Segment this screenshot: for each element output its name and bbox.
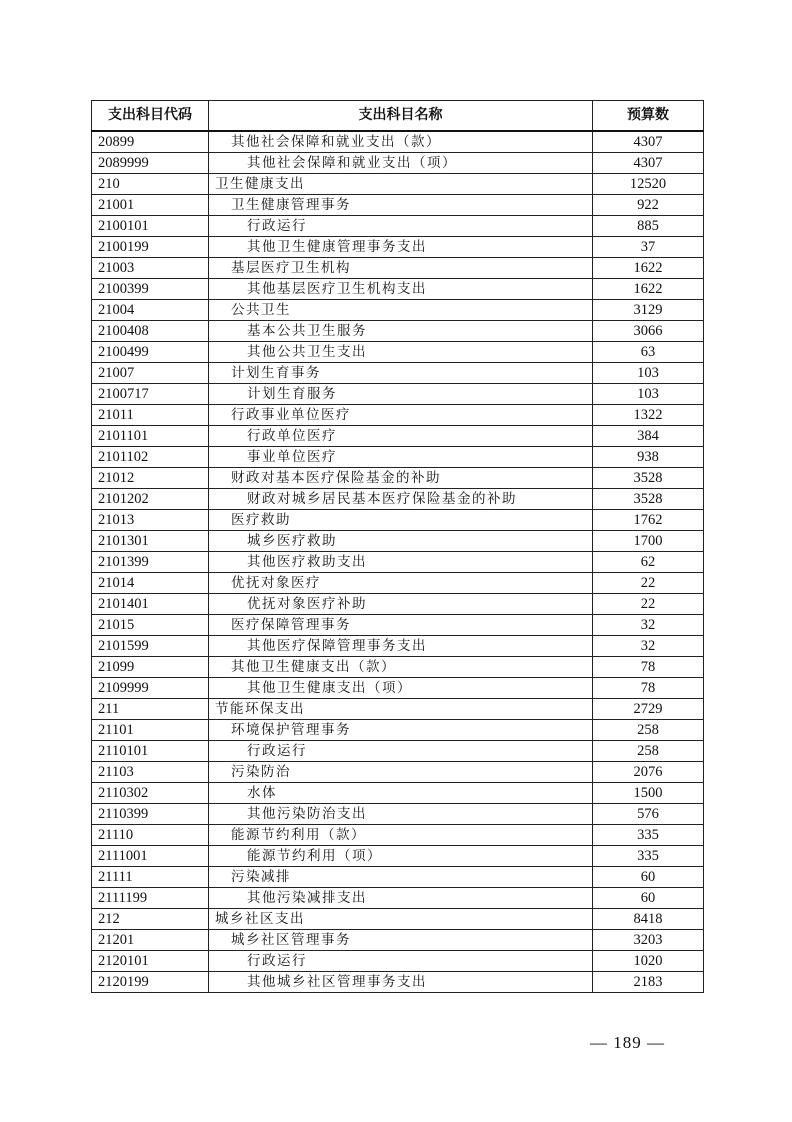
- cell-amount: 1500: [593, 782, 704, 803]
- cell-amount: 60: [593, 887, 704, 908]
- cell-code: 2100399: [92, 278, 209, 299]
- table-row: [92, 383, 704, 404]
- cell-amount: 335: [593, 845, 704, 866]
- cell-code: 2101202: [92, 488, 209, 509]
- table-row: [92, 782, 704, 803]
- cell-amount: 37: [593, 236, 704, 257]
- cell-amount: 62: [593, 551, 704, 572]
- cell-name: 卫生健康管理事务: [209, 194, 593, 215]
- table-row: [92, 929, 704, 950]
- cell-amount: 3528: [593, 467, 704, 488]
- cell-code: 2089999: [92, 152, 209, 173]
- table-row: [92, 488, 704, 509]
- table-row: [92, 740, 704, 761]
- cell-amount: 103: [593, 383, 704, 404]
- cell-code: 2100408: [92, 320, 209, 341]
- cell-code: 21014: [92, 572, 209, 593]
- header-amount: 预算数: [593, 101, 704, 131]
- table-row: [92, 425, 704, 446]
- cell-amount: 3528: [593, 488, 704, 509]
- table-row: [92, 509, 704, 530]
- cell-amount: 335: [593, 824, 704, 845]
- cell-amount: 2729: [593, 698, 704, 719]
- cell-amount: 1700: [593, 530, 704, 551]
- table-row: [92, 761, 704, 782]
- cell-amount: 32: [593, 635, 704, 656]
- table-row: [92, 656, 704, 677]
- cell-name: 其他卫生健康支出（项）: [209, 677, 593, 698]
- cell-code: 2100101: [92, 215, 209, 236]
- cell-code: 21003: [92, 257, 209, 278]
- cell-name: 城乡社区支出: [209, 908, 593, 929]
- cell-code: 21013: [92, 509, 209, 530]
- cell-name: 行政运行: [209, 740, 593, 761]
- cell-name: 医疗保障管理事务: [209, 614, 593, 635]
- cell-amount: 885: [593, 215, 704, 236]
- cell-amount: 576: [593, 803, 704, 824]
- cell-amount: 2076: [593, 761, 704, 782]
- cell-amount: 32: [593, 614, 704, 635]
- header-code: 支出科目代码: [92, 101, 209, 131]
- cell-code: 2111001: [92, 845, 209, 866]
- cell-name: 行政事业单位医疗: [209, 404, 593, 425]
- page-number: — 189 —: [590, 1033, 665, 1052]
- cell-amount: 4307: [593, 131, 704, 153]
- cell-code: 2100199: [92, 236, 209, 257]
- cell-amount: 1322: [593, 404, 704, 425]
- table-row: [92, 698, 704, 719]
- cell-name: 其他污染减排支出: [209, 887, 593, 908]
- cell-name: 行政运行: [209, 950, 593, 971]
- cell-name: 基层医疗卫生机构: [209, 257, 593, 278]
- cell-code: 2100499: [92, 341, 209, 362]
- cell-code: 212: [92, 908, 209, 929]
- cell-amount: 258: [593, 740, 704, 761]
- table-row: [92, 803, 704, 824]
- table-row: [92, 320, 704, 341]
- cell-name: 环境保护管理事务: [209, 719, 593, 740]
- cell-code: 20899: [92, 131, 209, 153]
- cell-amount: 2183: [593, 971, 704, 992]
- table-body: [92, 131, 704, 993]
- cell-name: 能源节约利用（项）: [209, 845, 593, 866]
- cell-amount: 1622: [593, 278, 704, 299]
- cell-code: 21103: [92, 761, 209, 782]
- cell-name: 其他污染防治支出: [209, 803, 593, 824]
- cell-name: 污染防治: [209, 761, 593, 782]
- cell-code: 2120101: [92, 950, 209, 971]
- cell-name: 能源节约利用（款）: [209, 824, 593, 845]
- table-row: [92, 446, 704, 467]
- cell-amount: 384: [593, 425, 704, 446]
- cell-code: 21201: [92, 929, 209, 950]
- table-row: [92, 677, 704, 698]
- cell-code: 21011: [92, 404, 209, 425]
- cell-code: 2120199: [92, 971, 209, 992]
- cell-code: 2101401: [92, 593, 209, 614]
- cell-code: 2101301: [92, 530, 209, 551]
- cell-code: 2101101: [92, 425, 209, 446]
- table-row: [92, 635, 704, 656]
- cell-code: 2100717: [92, 383, 209, 404]
- table-row: [92, 845, 704, 866]
- cell-code: 211: [92, 698, 209, 719]
- cell-name: 计划生育事务: [209, 362, 593, 383]
- cell-amount: 12520: [593, 173, 704, 194]
- table-row: [92, 908, 704, 929]
- cell-amount: 63: [593, 341, 704, 362]
- cell-name: 其他卫生健康管理事务支出: [209, 236, 593, 257]
- cell-amount: 1622: [593, 257, 704, 278]
- cell-code: 21001: [92, 194, 209, 215]
- cell-code: 21101: [92, 719, 209, 740]
- cell-name: 城乡社区管理事务: [209, 929, 593, 950]
- cell-amount: 22: [593, 572, 704, 593]
- cell-amount: 3066: [593, 320, 704, 341]
- cell-name: 其他城乡社区管理事务支出: [209, 971, 593, 992]
- table-row: [92, 551, 704, 572]
- cell-amount: 258: [593, 719, 704, 740]
- cell-amount: 3203: [593, 929, 704, 950]
- cell-amount: 1762: [593, 509, 704, 530]
- cell-name: 优抚对象医疗补助: [209, 593, 593, 614]
- cell-name: 行政运行: [209, 215, 593, 236]
- table-row: [92, 593, 704, 614]
- cell-name: 医疗救助: [209, 509, 593, 530]
- cell-name: 公共卫生: [209, 299, 593, 320]
- table-row: [92, 236, 704, 257]
- cell-name: 行政单位医疗: [209, 425, 593, 446]
- cell-code: 21111: [92, 866, 209, 887]
- header-name: 支出科目名称: [209, 101, 593, 131]
- table-row: [92, 173, 704, 194]
- cell-name: 事业单位医疗: [209, 446, 593, 467]
- table-row: [92, 824, 704, 845]
- table-row: [92, 614, 704, 635]
- cell-amount: 78: [593, 656, 704, 677]
- table-row: [92, 467, 704, 488]
- cell-amount: 60: [593, 866, 704, 887]
- table-header-row: [92, 101, 704, 131]
- table-row: [92, 341, 704, 362]
- table-row: [92, 131, 704, 153]
- cell-name: 城乡医疗救助: [209, 530, 593, 551]
- cell-name: 基本公共卫生服务: [209, 320, 593, 341]
- cell-name: 其他社会保障和就业支出（款）: [209, 131, 593, 153]
- table-row: [92, 887, 704, 908]
- cell-amount: 3129: [593, 299, 704, 320]
- table-row: [92, 362, 704, 383]
- cell-code: 21099: [92, 656, 209, 677]
- table-row: [92, 572, 704, 593]
- cell-amount: 8418: [593, 908, 704, 929]
- cell-code: 2110399: [92, 803, 209, 824]
- table-row: [92, 404, 704, 425]
- table-row: [92, 971, 704, 992]
- cell-code: 2101399: [92, 551, 209, 572]
- cell-code: 21110: [92, 824, 209, 845]
- cell-name: 其他基层医疗卫生机构支出: [209, 278, 593, 299]
- cell-amount: 1020: [593, 950, 704, 971]
- table-row: [92, 152, 704, 173]
- cell-code: 2101599: [92, 635, 209, 656]
- cell-code: 21012: [92, 467, 209, 488]
- table-row: [92, 299, 704, 320]
- cell-name: 其他社会保障和就业支出（项）: [209, 152, 593, 173]
- cell-code: 2109999: [92, 677, 209, 698]
- cell-name: 其他医疗救助支出: [209, 551, 593, 572]
- cell-name: 计划生育服务: [209, 383, 593, 404]
- cell-amount: 938: [593, 446, 704, 467]
- cell-name: 卫生健康支出: [209, 173, 593, 194]
- cell-amount: 922: [593, 194, 704, 215]
- table-row: [92, 530, 704, 551]
- cell-name: 其他医疗保障管理事务支出: [209, 635, 593, 656]
- table-row: [92, 719, 704, 740]
- cell-code: 21007: [92, 362, 209, 383]
- table-row: [92, 215, 704, 236]
- cell-name: 优抚对象医疗: [209, 572, 593, 593]
- cell-name: 其他公共卫生支出: [209, 341, 593, 362]
- cell-name: 财政对基本医疗保险基金的补助: [209, 467, 593, 488]
- table-row: [92, 194, 704, 215]
- cell-name: 污染减排: [209, 866, 593, 887]
- cell-name: 水体: [209, 782, 593, 803]
- cell-code: 2110101: [92, 740, 209, 761]
- budget-table: [91, 100, 704, 993]
- cell-name: 节能环保支出: [209, 698, 593, 719]
- cell-amount: 22: [593, 593, 704, 614]
- cell-amount: 103: [593, 362, 704, 383]
- cell-code: 2111199: [92, 887, 209, 908]
- cell-code: 210: [92, 173, 209, 194]
- cell-code: 2101102: [92, 446, 209, 467]
- table-row: [92, 950, 704, 971]
- cell-code: 21004: [92, 299, 209, 320]
- cell-code: 21015: [92, 614, 209, 635]
- cell-name: 财政对城乡居民基本医疗保险基金的补助: [209, 488, 593, 509]
- table-row: [92, 278, 704, 299]
- table-row: [92, 866, 704, 887]
- cell-amount: 4307: [593, 152, 704, 173]
- table-row: [92, 257, 704, 278]
- cell-amount: 78: [593, 677, 704, 698]
- cell-code: 2110302: [92, 782, 209, 803]
- cell-name: 其他卫生健康支出（款）: [209, 656, 593, 677]
